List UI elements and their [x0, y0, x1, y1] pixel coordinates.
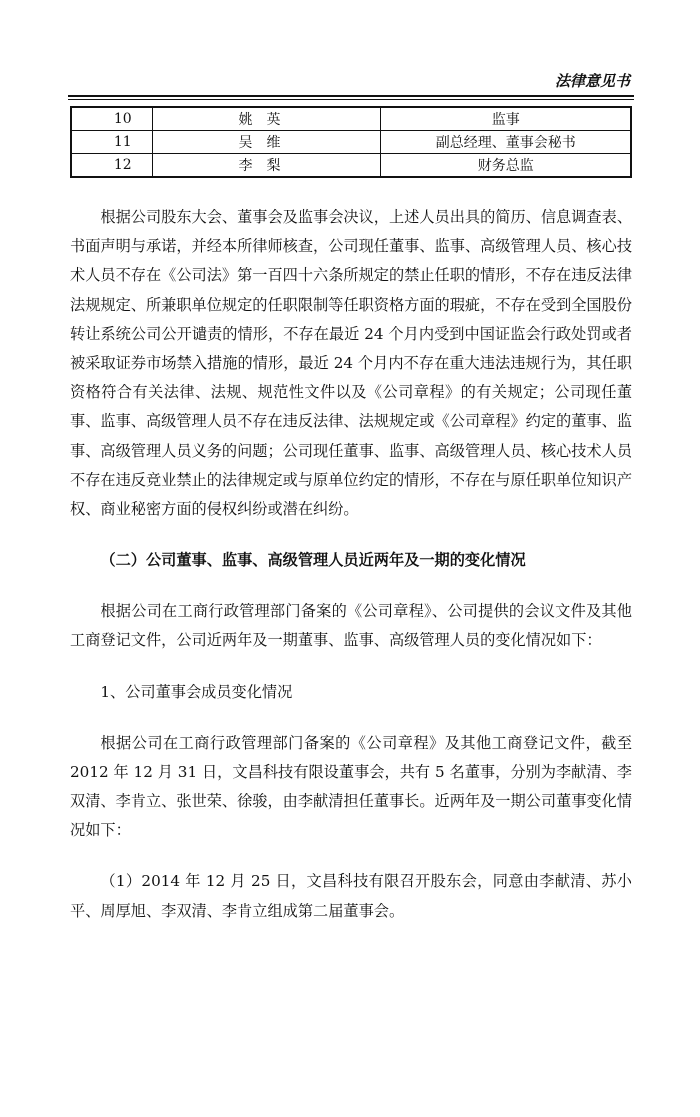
person-name: 李梨 — [152, 154, 381, 178]
paragraph-changes-intro: 根据公司在工商行政管理部门备案的《公司章程》、公司提供的会议文件及其他工商登记文件，公司近两年及一期董事、监事、高级管理人员的变化情况如下： — [70, 602, 632, 650]
sub-heading: 1、公司董事会成员变化情况 — [100, 682, 293, 701]
header-rule — [68, 95, 634, 97]
table-row — [71, 154, 631, 178]
document-body — [70, 203, 632, 926]
row-number: 11 — [71, 131, 152, 154]
paragraph-qualification: 根据公司股东大会、董事会及监事会决议，上述人员出具的简历、信息调查表、书面声明与承诺，并经本所律师核查，公司现任董事、监事、高级管理人员、核心技术人员不存在《公司法》第一百四十六条所规定的禁止任职的情形，不存在违反法律法规规定、所兼职单位规定的任职限制等任职资格方面的瑕疵，不存在受到全国股份转让系统公司公开谴责的情形，不存在最近 24 个月内受到中国证监会行政处罚或者被采取证券市场禁入措施的情形，最近 24 个月内不存在重大违法违规行为，其任职资格符合有关法律、法规、规范性文件以及《公司章程》的有关规定；公司现任董事、监事、高级管理人员不存在违反法律、法规规定或《公司章程》约定的董事、监事、高级管理人员义务的问题；公司现任董事、监事、高级管理人员、核心技术人员不存在违反竞业禁止的法律规定或与原单位约定的情形，不存在与原任职单位知识产权、商业秘密方面的侵权纠纷或潜在纠纷。 — [70, 208, 632, 519]
person-position: 财务总监 — [381, 154, 631, 178]
paragraph-board-members: 根据公司在工商行政管理部门备案的《公司章程》及其他工商登记文件，截至 2012 年 12 月 31 日，文昌科技有限设董事会，共有 5 名董事，分别为李献清、李双清、李肯立、张世荣、徐骏，由李献清担任董事长。近两年及一期公司董事变化情况如下： — [70, 733, 632, 840]
paragraph-board-change-1: （1）2014 年 12 月 25 日，文昌科技有限召开股东会，同意由李献清、苏小平、周厚旭、李双清、李肯立组成第二届董事会。 — [70, 872, 632, 920]
personnel-table — [70, 106, 632, 178]
person-position: 副总经理、董事会秘书 — [381, 131, 631, 154]
person-name: 姚英 — [152, 107, 381, 131]
person-position: 监事 — [381, 107, 631, 131]
header-title: 法律意见书 — [554, 72, 630, 90]
row-number: 12 — [71, 154, 152, 178]
section-heading: （二）公司董事、监事、高级管理人员近两年及一期的变化情况 — [100, 551, 526, 570]
person-name: 吴维 — [152, 131, 381, 154]
table-row — [71, 107, 631, 131]
header-rule-thin — [68, 99, 634, 100]
table-row — [71, 131, 631, 154]
row-number: 10 — [71, 107, 152, 131]
